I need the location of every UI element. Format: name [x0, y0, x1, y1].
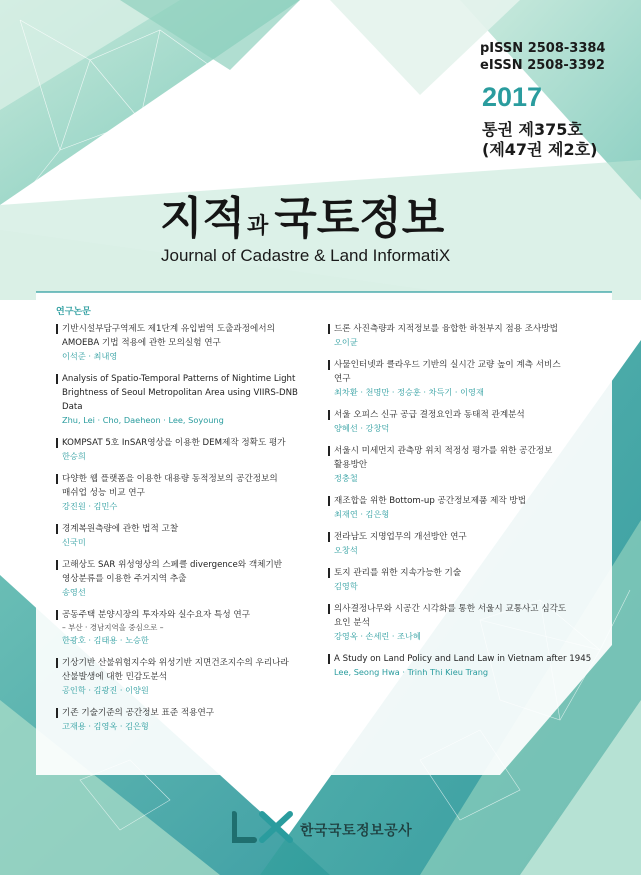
article-entry	[328, 602, 598, 643]
journal-title-joiner: 과	[247, 214, 269, 239]
article-title: 기반시설부담구역제도 제1단계 유입범역 도출과정에서의 AMOEBA 기법 적용에 관한 모의실험 연구	[62, 324, 275, 348]
article-title: 공동주택 분양시장의 투자자와 실수요자 특성 연구	[62, 610, 250, 620]
article-title: 재조합을 위한 Bottom-up 공간정보제품 제작 방법	[334, 496, 527, 506]
article-entry	[56, 656, 318, 697]
article-title: 서울 오피스 신규 공급 결정요인과 동태적 관계분석	[334, 410, 525, 420]
article-authors: Zhu, Lei · Cho, Daeheon · Lee, Soyoung	[62, 415, 224, 425]
publication-year: 2017	[482, 82, 543, 112]
article-entry	[56, 472, 318, 513]
article-title: 사물인터넷과 클라우드 기반의 실시간 교량 높이 계측 서비스 연구	[334, 360, 561, 384]
article-authors: 양혜선 · 강창덕	[334, 423, 390, 433]
article-authors: 고재용 · 김영옥 · 김은형	[62, 721, 149, 731]
article-title: Analysis of Spatio-Temporal Patterns of Nightime Light Brightness of Seoul Metropolitan Area using VIIRS-DNB Data	[62, 374, 298, 412]
article-entry	[56, 436, 318, 463]
journal-subtitle: Journal of Cadastre & Land InformatiX	[161, 246, 451, 265]
article-entry	[328, 358, 598, 399]
article-entry	[328, 652, 598, 679]
article-entry	[328, 494, 598, 521]
article-authors: 한승희	[62, 451, 86, 461]
article-title: 드론 사진측량과 지적정보를 융합한 하천부지 점용 조사방법	[334, 324, 558, 334]
article-title: 고해상도 SAR 위성영상의 스페클 divergence와 객체기반 영상분류를 이용한 주거지역 추출	[62, 560, 283, 584]
article-title: 경계복원측량에 관한 법적 고찰	[62, 524, 179, 534]
article-title: 다양한 웹 플랫폼을 이용한 대용량 동적정보의 공간정보의 매쉬업 성능 비교 연구	[62, 474, 278, 498]
journal-title-part2: 국토정보	[274, 193, 445, 244]
article-authors: 오창석	[334, 545, 358, 555]
issn-print: pISSN 2508-3384	[480, 41, 606, 56]
article-authors: 김영학	[334, 581, 358, 591]
article-title: 토지 관리를 위한 지속가능한 기술	[334, 568, 462, 578]
article-title: 서울시 미세먼지 관측망 위치 적정성 평가를 위한 공간정보 활용방안	[334, 446, 553, 470]
article-authors: 정충철	[334, 473, 358, 483]
article-authors: 공인학 · 김광진 · 이양원	[62, 685, 149, 695]
article-entry	[328, 408, 598, 435]
publisher-name: 한국국토정보공사	[300, 823, 413, 839]
article-note: – 부산 · 경남지역을 중심으로 –	[62, 623, 164, 632]
article-entry	[56, 522, 318, 549]
article-title: 의사결정나무와 시공간 시각화를 통한 서울시 교통사고 심각도 요인 분석	[334, 604, 567, 628]
articles-right-column	[328, 322, 598, 688]
article-authors: 강영옥 · 손세린 · 조나혜	[334, 631, 421, 641]
journal-title-part1: 지적	[160, 193, 246, 244]
article-entry	[56, 372, 318, 427]
article-authors: 최재연 · 김은형	[334, 509, 390, 519]
article-entry	[56, 558, 318, 599]
volume-number: (제47권 제2호)	[482, 140, 598, 159]
article-entry	[328, 566, 598, 593]
article-title: 기존 기술기준의 공간정보 표준 적용연구	[62, 708, 215, 718]
article-title: 전라남도 지명업무의 개선방안 연구	[334, 532, 467, 542]
article-entry	[56, 322, 318, 363]
article-entry	[328, 444, 598, 485]
article-authors: 오이균	[334, 337, 358, 347]
article-authors: 최차환 · 천명만 · 정승훈 · 차득기 · 이영재	[334, 387, 484, 397]
article-authors: 이석준 · 최내영	[62, 351, 118, 361]
section-label: 연구논문	[56, 307, 91, 317]
article-authors: 신국미	[62, 537, 86, 547]
article-title: 기상기반 산불위험지수와 위성기반 지면건조지수의 우리나라 산불발생에 대한 민감도분석	[62, 658, 289, 682]
article-entry	[328, 530, 598, 557]
issue-number: 통권 제375호	[482, 120, 583, 139]
article-entry	[56, 706, 318, 733]
article-entry	[56, 608, 318, 647]
article-title: KOMPSAT 5호 InSAR영상을 이용한 DEM제작 정확도 평가	[62, 438, 286, 448]
article-authors: 한광호 · 김태용 · 노승한	[62, 635, 149, 645]
article-authors: Lee, Seong Hwa · Trinh Thi Kieu Trang	[334, 667, 489, 677]
issn-electronic: eISSN 2508-3392	[480, 58, 605, 73]
articles-left-column	[56, 322, 318, 742]
journal-title	[160, 182, 444, 246]
article-entry	[328, 322, 598, 349]
article-authors: 송영선	[62, 587, 86, 597]
article-title: A Study on Land Policy and Land Law in Vietnam after 1945	[334, 654, 592, 664]
article-authors: 강진원 · 김민수	[62, 501, 118, 511]
